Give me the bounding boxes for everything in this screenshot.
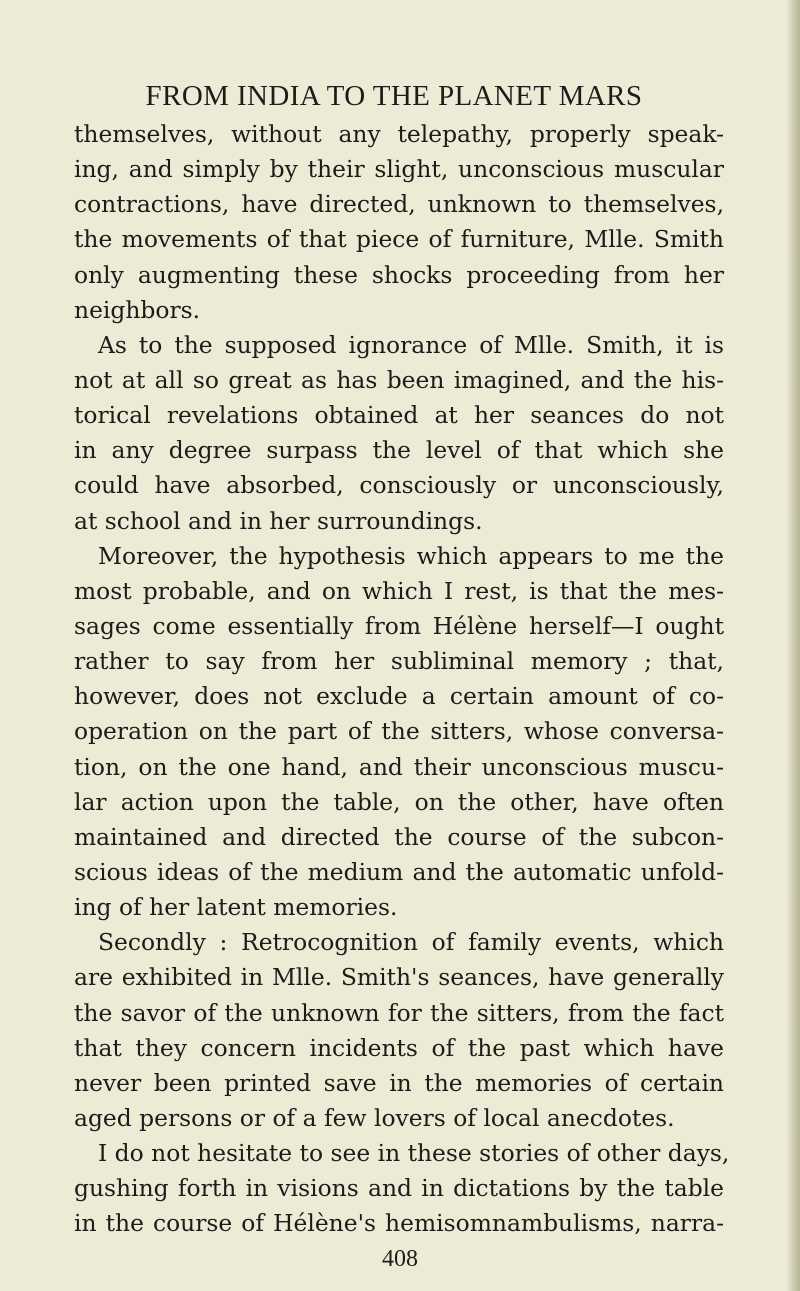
text-line: the savor of the unknown for the sitters, from the fact	[74, 998, 724, 1027]
text-line: rather to say from her subliminal memory ; that,	[74, 647, 724, 676]
text-line: lar action upon the table, on the other, have often	[74, 787, 724, 816]
text-line: in any degree surpass the level of that which she	[74, 436, 724, 465]
text-line: torical revelations obtained at her seances do not	[74, 401, 724, 430]
text-line: the movements of that piece of furniture, Mlle. Smith	[74, 225, 724, 254]
page-number: 408	[382, 1246, 418, 1272]
text-line: gushing forth in visions and in dictations by the table	[74, 1174, 724, 1203]
text-line: most probable, and on which I rest, is that the mes-	[74, 576, 724, 605]
text-line: I do not hesitate to see in these stories of other days,	[98, 1139, 730, 1168]
text-line: themselves, without any telepathy, properly speak-	[74, 120, 724, 148]
text-line: sages come essentially from Hélène herself—I ought	[74, 611, 724, 640]
text-line: tion, on the one hand, and their unconscious muscu-	[74, 752, 724, 781]
text-line: that they concern incidents of the past which have	[74, 1033, 724, 1062]
text-line: maintained and directed the course of the subcon-	[74, 822, 724, 851]
text-line: ing, and simply by their slight, unconscious muscular	[74, 155, 724, 184]
running-head: FROM INDIA TO THE PLANET MARS	[145, 80, 643, 112]
text-line: in the course of Hélène's hemisomnambulisms, narra-	[74, 1209, 724, 1238]
text-line: Moreover, the hypothesis which appears to me the	[98, 541, 724, 570]
text-line: not at all so great as has been imagined, and the his-	[74, 365, 724, 394]
body-text	[74, 117, 730, 1242]
text-line: are exhibited in Mlle. Smith's seances, have generally	[74, 963, 724, 992]
text-line: As to the supposed ignorance of Mlle. Smith, it is	[98, 330, 724, 359]
text-line: operation on the part of the sitters, whose conversa-	[74, 717, 724, 746]
text-line: only augmenting these shocks proceeding from her	[74, 260, 724, 289]
text-line: contractions, have directed, unknown to themselves,	[74, 190, 724, 219]
text-line: at school and in her surroundings.	[74, 506, 483, 535]
text-line: however, does not exclude a certain amount of co-	[74, 682, 724, 711]
text-line: neighbors.	[74, 295, 201, 324]
text-line: scious ideas of the medium and the automatic unfold-	[74, 857, 724, 886]
page-edge-shadow	[786, 0, 800, 1291]
text-line: could have absorbed, consciously or unconsciously,	[74, 471, 724, 500]
text-line: ing of her latent memories.	[74, 893, 398, 922]
text-line: never been printed save in the memories of certain	[74, 1068, 724, 1097]
text-line: aged persons or of a few lovers of local anecdotes.	[74, 1103, 675, 1132]
text-line: Secondly : Retrocognition of family events, which	[98, 928, 724, 957]
